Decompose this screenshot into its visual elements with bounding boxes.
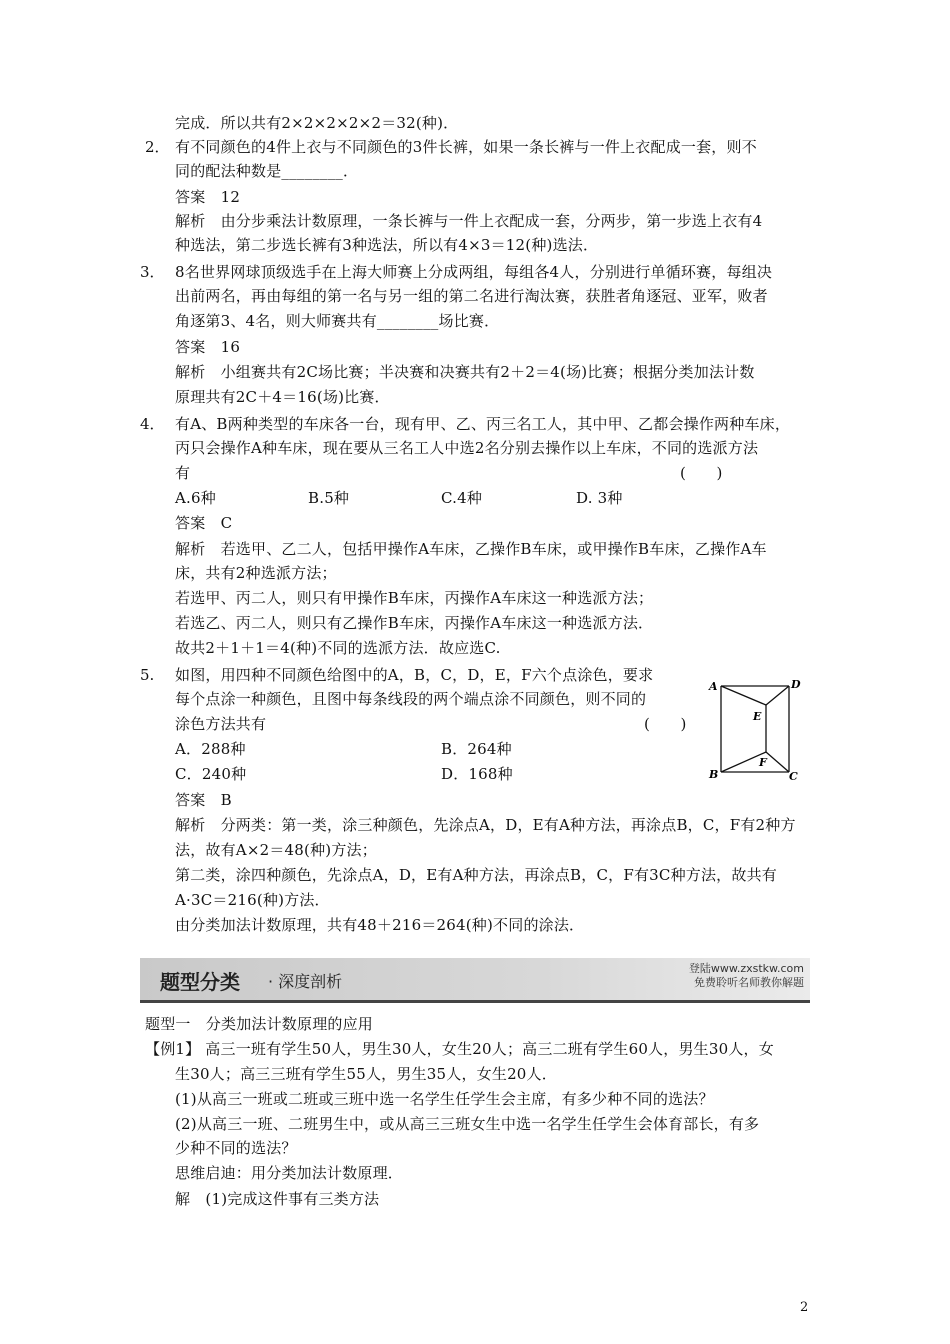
question-number: 3． (140, 263, 165, 281)
text-line: 8名世界网球顶级选手在上海大师赛上分成两组，每组各4人，分别进行单循环赛，每组决 (175, 263, 773, 281)
section-banner (140, 958, 810, 1003)
point-label-d: D (791, 678, 801, 691)
text-line: 答案 12 (175, 188, 241, 206)
option-text: ( ) (680, 464, 723, 482)
text-line: 若选甲、丙二人，则只有甲操作B车床，丙操作A车床这一种选派方法； (175, 589, 654, 607)
text-line: A·3C＝216(种)方法． (175, 891, 330, 909)
text-line: 解析 小组赛共有2C场比赛；半决赛和决赛共有2＋2＝4(场)比赛；根据分类加法计数 (175, 363, 755, 381)
text-line: 丙只会操作A种车床，现在要从三名工人中选2名分别去操作以上车床，不同的选派方法 (175, 439, 759, 457)
option-text: ( ) (644, 715, 687, 733)
text-line: 原理共有2C＋4＝16(场)比赛． (175, 388, 390, 406)
text-line: C．240种 (175, 765, 247, 783)
banner-subtitle: · 深度剖析 (268, 972, 343, 991)
text-line: 涂色方法共有 (175, 715, 267, 733)
segment-de (766, 686, 789, 705)
point-label-f: F (759, 756, 767, 769)
text-line: 同的配法种数是________． (175, 162, 359, 180)
text-line: A．288种 (175, 740, 246, 758)
text-line: 答案 B (175, 791, 232, 809)
banner-site-url: 登陆www.zxstkw.com (688, 962, 804, 975)
text-line: 解析 若选甲、乙二人，包括甲操作A车床，乙操作B车床，或甲操作B车床，乙操作A车 (175, 540, 767, 558)
text-line: 答案 C (175, 514, 233, 532)
option-text: D．168种 (441, 765, 513, 783)
option-text: D. 3种 (576, 489, 623, 507)
segment-fc (766, 752, 789, 772)
text-line: 由分类加法计数原理，共有48＋216＝264(种)不同的涂法． (175, 916, 585, 934)
text-line: 角逐第3、4名，则大师赛共有________场比赛． (175, 312, 500, 330)
question-number: 4． (140, 415, 165, 433)
point-label-b: B (709, 768, 719, 781)
geometry-figure (705, 674, 805, 786)
text-line: 有A、B两种类型的车床各一台，现有甲、乙、丙三名工人，其中甲、乙都会操作两种车床， (175, 415, 791, 433)
text-line: 解 (1)完成这件事有三类方法 (175, 1190, 380, 1208)
option-text: C.4种 (441, 489, 483, 507)
question-number: 5. (140, 666, 155, 684)
text-line: 少种不同的选法？ (175, 1139, 297, 1157)
text-line: 有 (175, 464, 191, 482)
text-line: 完成．所以共有2×2×2×2×2＝32(种)． (175, 114, 459, 132)
text-line: 如图，用四种不同颜色给图中的A，B，C，D，E，F六个点涂色，要求 (175, 666, 654, 684)
banner-title: 题型分类 (160, 970, 240, 994)
text-line: (2)从高三一班、二班男生中，或从高三三班女生中选一名学生任学生会体育部长，有多 (175, 1115, 760, 1133)
text-line: 生30人；高三三班有学生55人，男生35人，女生20人． (175, 1065, 557, 1083)
text-line: 每个点涂一种颜色，且图中每条线段的两个端点涂不同颜色，则不同的 (175, 690, 647, 708)
text-line: (1)从高三一班或二班或三班中选一名学生任学生会主席，有多少种不同的选法？ (175, 1090, 714, 1108)
point-label-a: A (709, 680, 718, 693)
text-line: 第二类，涂四种颜色，先涂点A，D，E有A种方法，再涂点B，C，F有3C种方法，故共有 (175, 866, 777, 884)
question-number: 2． (145, 138, 170, 156)
option-text: B.5种 (308, 489, 350, 507)
text-line: 解析 由分步乘法计数原理，一条长裤与一件上衣配成一套，分两步，第一步选上衣有4 (175, 212, 763, 230)
text-line: A.6种 (175, 489, 216, 507)
text-line: 法，故有A×2＝48(种)方法； (175, 841, 377, 859)
text-line: 故共2＋1＋1＝4(种)不同的选派方法．故应选C. (175, 639, 501, 657)
text-line: 出前两名，再由每组的第一名与另一组的第二名进行淘汰赛，获胜者角逐冠、亚军，败者 (175, 287, 768, 305)
page-number: 2 (800, 1300, 809, 1315)
segment-ae (721, 686, 766, 705)
text-line: 床，共有2种选派方法； (175, 564, 337, 582)
text-line: 思维启迪：用分类加法计数原理． (175, 1164, 404, 1182)
banner-site-slogan: 免费聆听名师教你解题 (694, 976, 804, 989)
text-line: 种选法，第二步选长裤有3种选法，所以有4×3＝12(种)选法． (175, 236, 599, 254)
text-line: 有不同颜色的4件上衣与不同颜色的3件长裤，如果一条长裤与一件上衣配成一套，则不 (175, 138, 757, 156)
banner-site-info (689, 962, 804, 990)
point-label-c: C (789, 770, 798, 783)
point-label-e: E (753, 710, 762, 723)
text-line: 【例1】 高三一班有学生50人，男生30人，女生20人；高三二班有学生60人，男生30人，女 (145, 1040, 774, 1058)
text-line: 若选乙、丙二人，则只有乙操作B车床，丙操作A车床这一种选派方法． (175, 614, 654, 632)
text-line: 题型一 分类加法计数原理的应用 (145, 1015, 374, 1033)
option-text: B．264种 (441, 740, 512, 758)
text-line: 答案 16 (175, 338, 241, 356)
text-line: 解析 分两类：第一类，涂三种颜色，先涂点A，D，E有A种方法，再涂点B，C，F有2种方 (175, 816, 796, 834)
